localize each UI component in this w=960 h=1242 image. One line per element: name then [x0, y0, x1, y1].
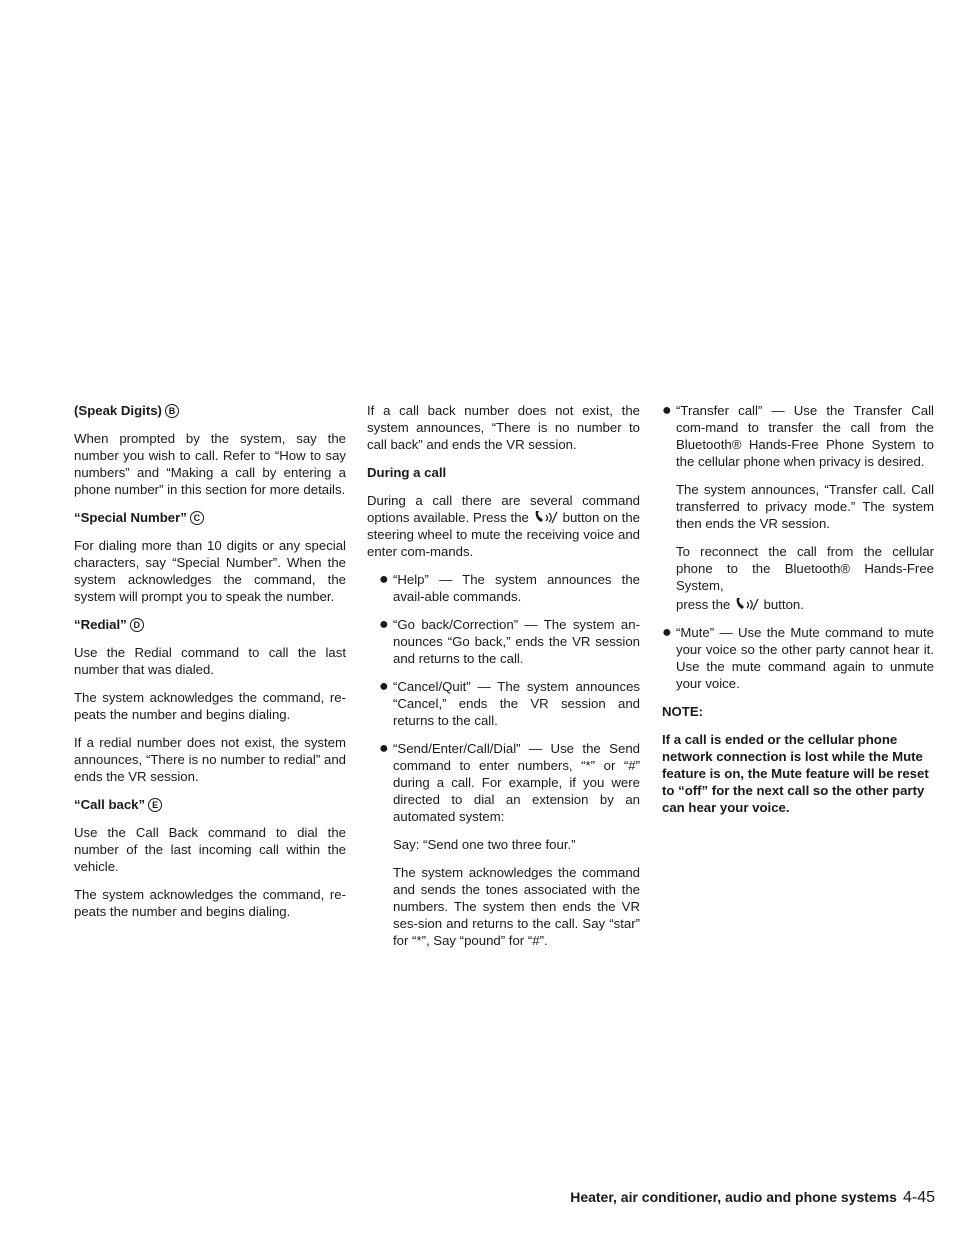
bullet-help: ● “Help” — The system announces the avail-able commands. — [379, 571, 640, 604]
sub-reconnect: To reconnect the call from the cellular phone to the Bluetooth® Hands-Free System, — [676, 544, 934, 593]
para-note: If a call is ended or the cellular phone network connection is lost while the Mute feature is on, the Mute feature will be reset to “off” for the next call so the other party can hear your voice. — [662, 732, 929, 815]
heading-redial: “Redial” D — [74, 616, 346, 633]
para-redial-2: The system acknowledges the command, re-peats the number and begins dialing. — [74, 690, 346, 722]
column-right — [662, 402, 934, 827]
talk-phone-icon — [533, 510, 559, 524]
para-during-call: During a call there are several command options available. Press the button on the steering wheel to mute the receiving voice and enter com-mands. — [367, 493, 641, 559]
para-call-back-none: If a call back number does not exist, the system announces, “There is no number to call back” and ends the VR session. — [367, 403, 640, 452]
heading-during-a-call: During a call — [367, 465, 447, 480]
heading-call-back: “Call back” E — [74, 796, 346, 813]
bullet-go-back: ● “Go back/Correction” — The system an-nounces “Go back,” ends the VR session and returns to the call. — [379, 616, 640, 666]
sub-say-example: Say: “Send one two three four.” — [393, 837, 576, 852]
talk-phone-icon — [734, 597, 760, 611]
sub-send-ack: The system acknowledges the command and sends the tones associated with the numbers. The system then ends the VR ses-sion and returns to the call. Say “star” for “*”, Say “pound” for “#”. — [393, 865, 640, 948]
para-call-back-2: The system acknowledges the command, re-peats the number and begins dialing. — [74, 887, 346, 919]
heading-speak-digits: (Speak Digits) B — [74, 402, 346, 419]
para-speak-digits: When prompted by the system, say the number you wish to call. Refer to “How to say numbers” and “Making a call by entering a phone number” in this section for more details. — [74, 431, 346, 497]
bullet-mute: ● “Mute” — Use the Mute command to mute your voice so the other party cannot hear it. Use the mute command again to unmute your voice. — [662, 624, 934, 691]
marker-e: E — [148, 798, 162, 812]
heading-special-number: “Special Number” C — [74, 509, 346, 526]
column-middle — [367, 402, 640, 960]
sub-transfer-announce: The system announces, “Transfer call. Call transferred to privacy mode.” The system then ends the VR session. — [676, 482, 934, 531]
bullet-send: ● “Send/Enter/Call/Dial” — Use the Send command to enter numbers, “*” or “#” during a call. For example, if you were directed to dial an extension by an automated system: — [379, 740, 640, 824]
sub-press-button: press the button. — [676, 597, 804, 612]
column-left — [74, 402, 346, 931]
page-footer — [495, 1189, 935, 1206]
heading-note: NOTE: — [662, 704, 704, 719]
marker-c: C — [190, 511, 204, 525]
footer-section-title: Heater, air conditioner, audio and phone systems — [570, 1189, 897, 1205]
para-special-number: For dialing more than 10 digits or any special characters, say “Special Number”. When the system acknowledges the command, the system will prompt you to speak the number. — [74, 538, 346, 604]
para-redial-3: If a redial number does not exist, the system announces, “There is no number to redial” and ends the VR session. — [74, 735, 346, 784]
para-call-back-1: Use the Call Back command to dial the number of the last incoming call within the vehicle. — [74, 825, 346, 874]
bullet-transfer: ● “Transfer call” — Use the Transfer Call com-mand to transfer the call from the Bluetooth® Hands-Free Phone System to the cellular phone when privacy is desired. — [662, 402, 934, 469]
para-redial-1: Use the Redial command to call the last number that was dialed. — [74, 645, 346, 677]
marker-d: D — [130, 618, 144, 632]
bullet-cancel: ● “Cancel/Quit” — The system announces “Cancel,” ends the VR session and returns to the call. — [379, 678, 640, 728]
marker-b: B — [165, 404, 179, 418]
page-number: 4-45 — [902, 1189, 935, 1206]
